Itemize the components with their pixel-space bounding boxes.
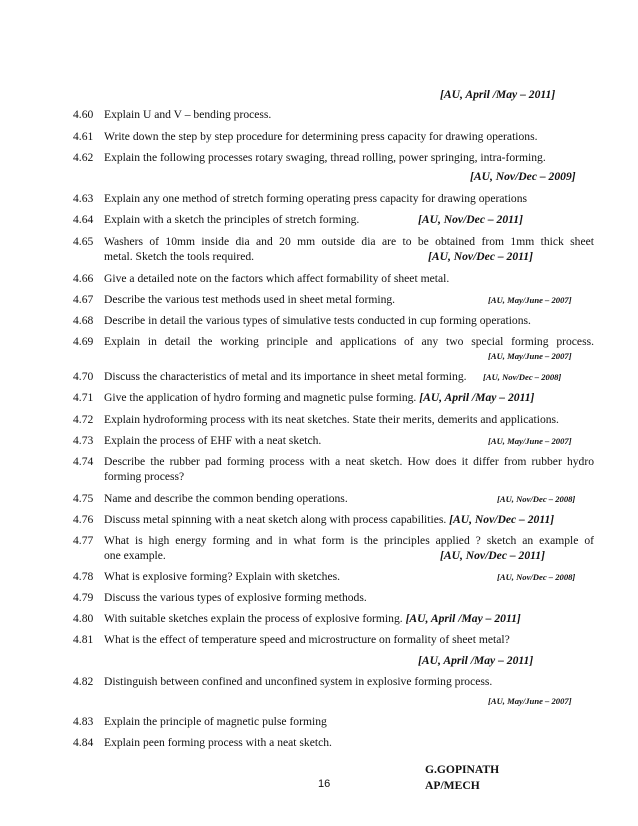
question-text (104, 513, 554, 527)
exam-reference: [AU, Nov/Dec – 2008] (497, 572, 576, 582)
question-text: Discuss the various types of explosive forming methods. (104, 591, 367, 604)
exam-reference: [AU, Nov/Dec – 2011] (418, 213, 523, 226)
question-text-continued: metal. Sketch the tools required. (104, 250, 255, 263)
question-text: Explain the process of EHF with a neat sketch. (104, 434, 322, 447)
question-text: Name and describe the common bending operations. (104, 492, 348, 505)
question-text-body: Give the application of hydro forming and magnetic pulse forming. (104, 391, 417, 404)
question-text: Describe in detail the various types of simulative tests conducted in cup forming operations. (104, 314, 531, 327)
question-text: Explain U and V – bending process. (104, 108, 272, 121)
question-number: 4.68 (73, 314, 94, 327)
exam-reference: [AU, May/June – 2007] (488, 696, 572, 706)
author-department: AP/MECH (425, 779, 480, 792)
question-text: Give a detailed note on the factors which affect formability of sheet metal. (104, 272, 450, 285)
question-number: 4.71 (73, 391, 94, 404)
question-text: Explain any one method of stretch forming operating press capacity for drawing operations (104, 192, 528, 205)
exam-reference: [AU, Nov/Dec – 2011] (440, 549, 545, 562)
question-number: 4.83 (73, 715, 94, 728)
exam-reference: [AU, Nov/Dec – 2008] (497, 494, 576, 504)
exam-reference: [AU, Nov/Dec – 2011] (449, 513, 555, 526)
question-text: Describe the various test methods used in sheet metal forming. (104, 293, 396, 306)
question-number: 4.69 (73, 335, 94, 348)
question-text: What is high energy forming and in what form is the principles applied ? sketch an example of (104, 534, 594, 547)
question-number: 4.63 (73, 192, 94, 205)
exam-reference: [AU, May/June – 2007] (488, 351, 572, 361)
question-text: What is the effect of temperature speed and microstructure on formality of sheet metal? (104, 633, 510, 646)
question-number: 4.74 (73, 455, 94, 468)
question-number: 4.79 (73, 591, 94, 604)
question-number: 4.81 (73, 633, 94, 646)
question-number: 4.82 (73, 675, 94, 688)
question-text (104, 391, 534, 405)
question-number: 4.60 (73, 108, 94, 121)
question-number: 4.72 (73, 413, 94, 426)
question-text: Explain the principle of magnetic pulse forming (104, 715, 327, 728)
question-number: 4.61 (73, 130, 94, 143)
question-text (104, 612, 521, 626)
question-text: Explain peen forming process with a neat sketch. (104, 736, 332, 749)
question-text: Explain with a sketch the principles of stretch forming. (104, 213, 360, 226)
page-number: 16 (318, 778, 331, 790)
question-number: 4.67 (73, 293, 94, 306)
question-number: 4.65 (73, 235, 94, 248)
question-number: 4.66 (73, 272, 94, 285)
exam-reference: [AU, May/June – 2007] (488, 436, 572, 446)
question-number: 4.62 (73, 151, 94, 164)
question-text: Washers of 10mm inside dia and 20 mm outside dia are to be obtained from 1mm thick sheet (104, 235, 594, 248)
question-text: Distinguish between confined and unconfined system in explosive forming process. (104, 675, 493, 688)
question-text: Discuss the characteristics of metal and its importance in sheet metal forming. (104, 370, 467, 383)
question-text: What is explosive forming? Explain with sketches. (104, 570, 341, 583)
question-text: Explain in detail the working principle and applications of any two special forming process. (104, 335, 594, 348)
question-number: 4.73 (73, 434, 94, 447)
exam-reference: [AU, Nov/Dec – 2008] (483, 372, 562, 382)
question-number: 4.75 (73, 492, 94, 505)
exam-reference: [AU, Nov/Dec – 2009] (470, 170, 576, 183)
exam-reference: [AU, April /May – 2011] (440, 88, 556, 101)
question-text: Explain hydroforming process with its neat sketches. State their merits, demerits and applications. (104, 413, 559, 426)
question-number: 4.76 (73, 513, 94, 526)
question-number: 4.64 (73, 213, 94, 226)
question-text-body: With suitable sketches explain the process of explosive forming. (104, 612, 403, 625)
question-number: 4.70 (73, 370, 94, 383)
question-text: Explain the following processes rotary swaging, thread rolling, power springing, intra-forming. (104, 151, 546, 164)
exam-reference: [AU, April /May – 2011] (419, 391, 535, 404)
question-number: 4.80 (73, 612, 94, 625)
question-text-continued: forming process? (104, 470, 185, 483)
exam-reference: [AU, Nov/Dec – 2011] (428, 250, 533, 263)
question-text-body: Discuss metal spinning with a neat sketch along with process capabilities. (104, 513, 447, 526)
question-text-continued: one example. (104, 549, 166, 562)
question-number: 4.78 (73, 570, 94, 583)
author-name: G.GOPINATH (425, 763, 500, 776)
exam-reference: [AU, May/June – 2007] (488, 295, 572, 305)
question-text: Write down the step by step procedure for determining press capacity for drawing operations. (104, 130, 538, 143)
question-number: 4.84 (73, 736, 94, 749)
exam-reference: [AU, April /May – 2011] (418, 654, 534, 667)
question-text: Describe the rubber pad forming process with a neat sketch. How does it differ from rubber hydro (104, 455, 594, 468)
exam-reference: [AU, April /May – 2011] (405, 612, 521, 625)
question-number: 4.77 (73, 534, 94, 547)
